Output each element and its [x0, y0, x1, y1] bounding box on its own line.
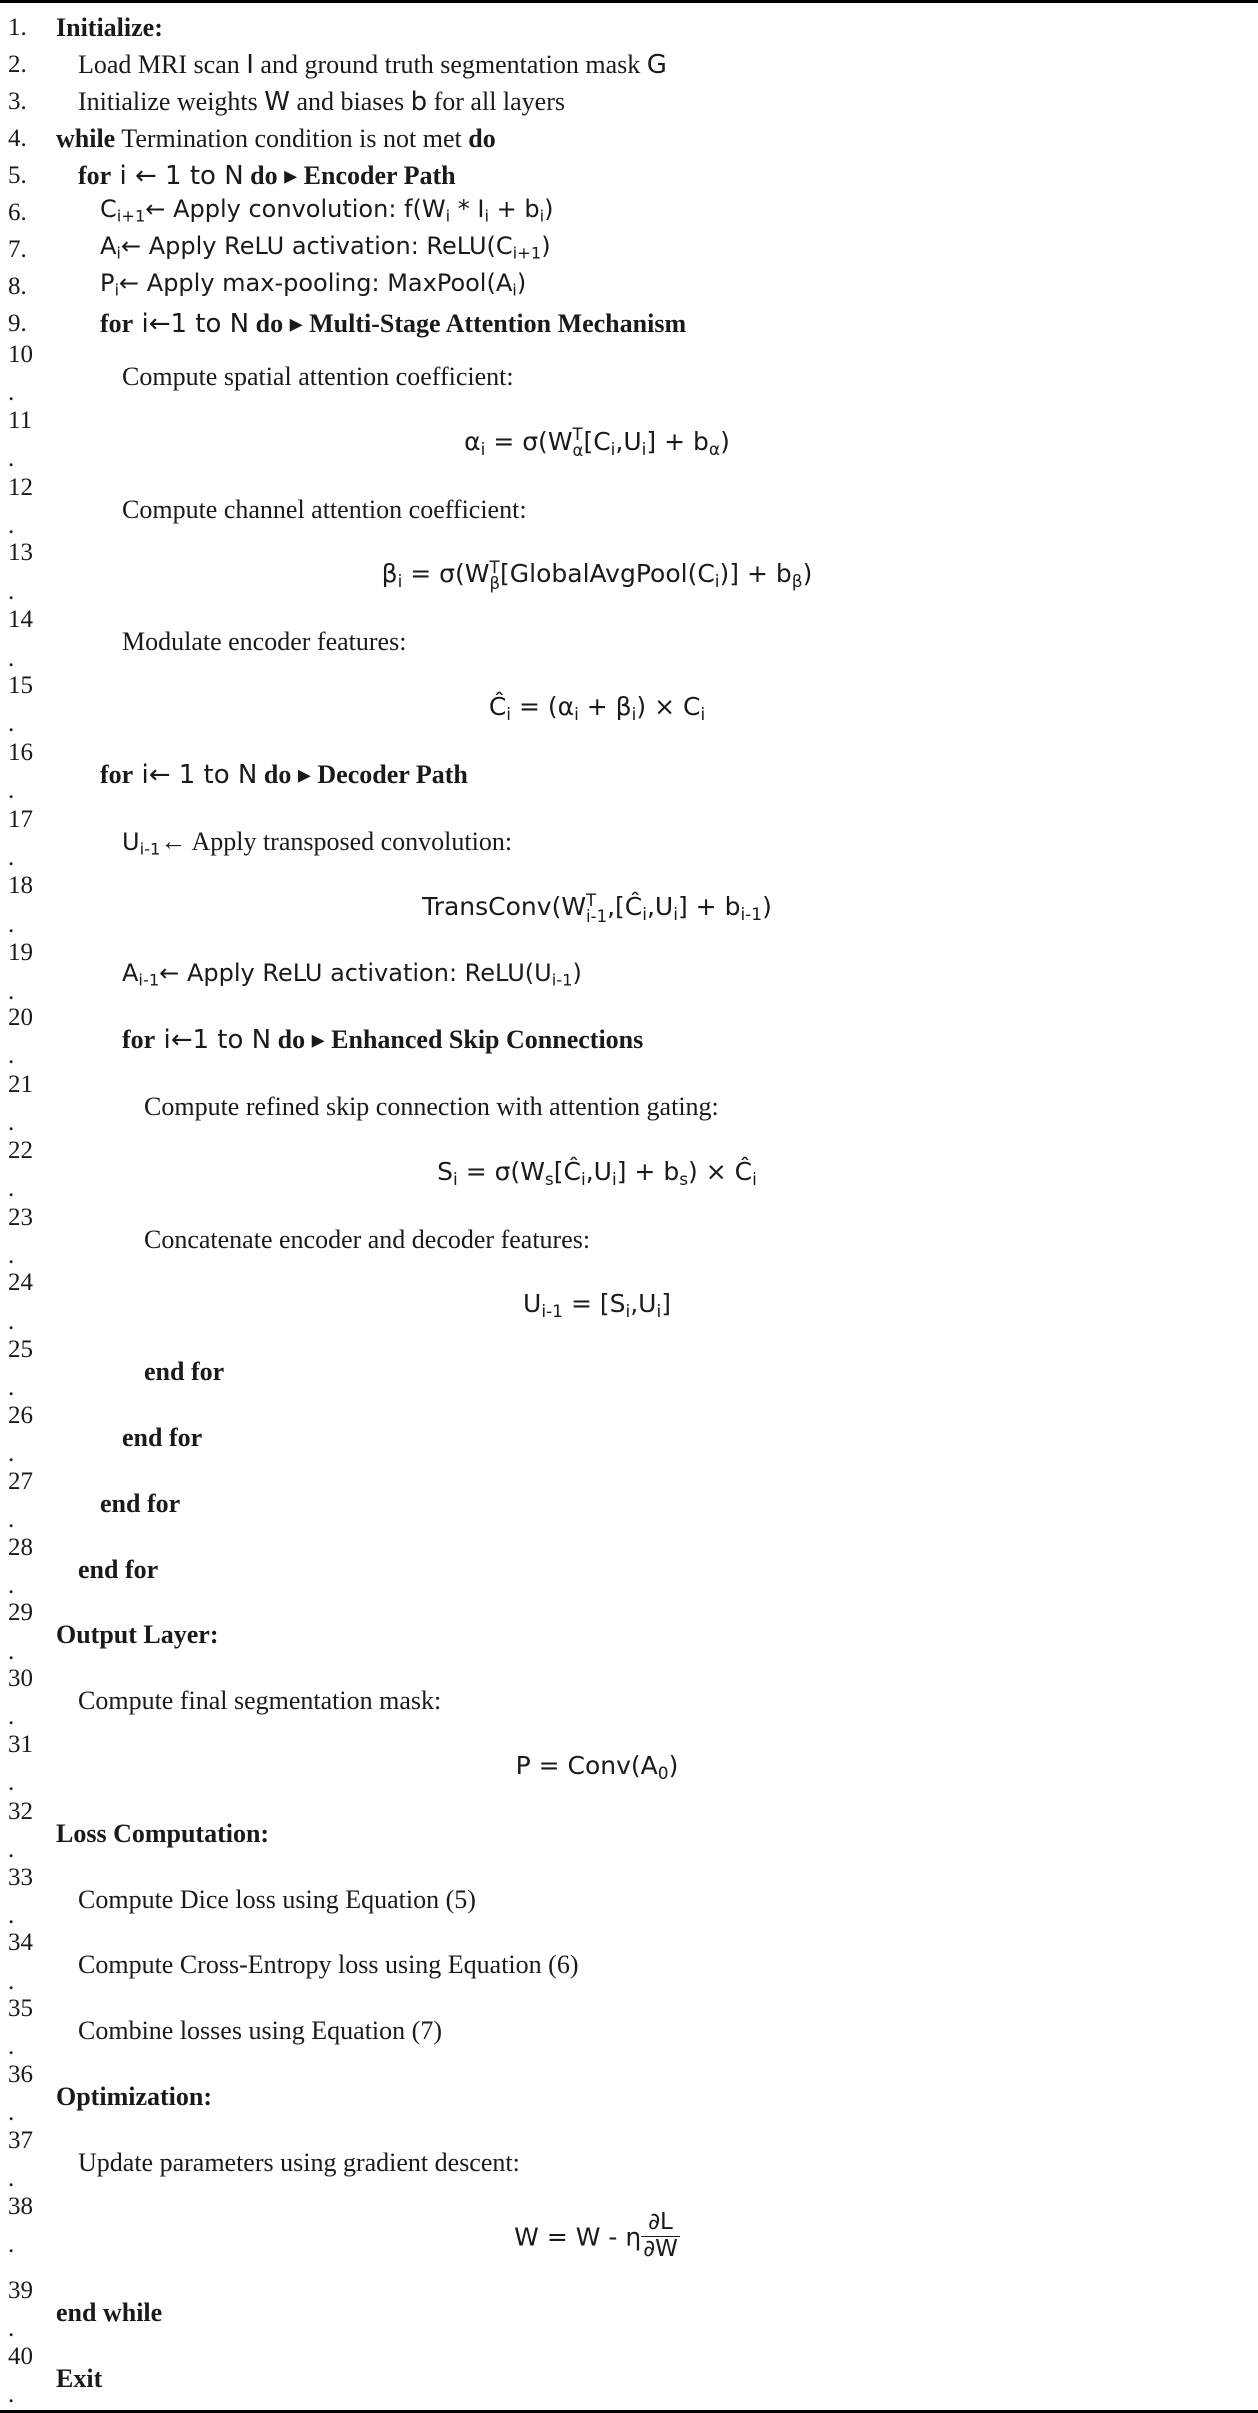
algorithm-line	[0, 1072, 1258, 1138]
algorithm-line	[0, 1865, 1258, 1931]
line-number: 28 .	[8, 1533, 33, 1599]
algorithm-line	[0, 9, 1258, 46]
line-number: 40 .	[8, 2342, 33, 2409]
equation-final-prediction: $P = Conv(A_0)$	[515, 1750, 679, 1784]
algorithm-line	[0, 1270, 1258, 1337]
line-content	[56, 9, 1258, 46]
algorithm-line	[0, 1535, 1258, 1601]
comment-encoder-path: Encoder Path	[303, 160, 456, 190]
line-number: 29 .	[8, 1599, 33, 1665]
line-number: 39 .	[8, 2277, 33, 2343]
line-number: 36 .	[8, 2060, 33, 2127]
algorithm-line	[0, 1799, 1258, 1865]
equation-concatenation: $U_{i-1} = [S_i,U_i]$	[523, 1289, 671, 1323]
line-number: 9.	[8, 309, 27, 337]
line-content	[56, 1138, 1258, 1205]
keyword-while: while	[56, 124, 116, 153]
line-number: 2.	[8, 50, 27, 78]
triangle-marker-icon: ▸	[284, 160, 298, 190]
line-content: Compute refined skip connection with attention gating:	[144, 1091, 719, 1121]
algorithm-line	[0, 873, 1258, 940]
line-content: $C_{i+1}\leftarrow$ Apply convolution: $f(W_i * I_i + b_i)$	[100, 194, 554, 226]
algorithm-line	[0, 1600, 1258, 1666]
line-number: 1.	[8, 13, 27, 41]
keyword-for: for	[100, 759, 134, 789]
line-content: Compute final segmentation mask:	[78, 1686, 442, 1716]
line-content: end for	[78, 1554, 159, 1584]
algorithm-line	[0, 2194, 1258, 2279]
algorithm-line	[0, 940, 1258, 1005]
algorithm-line	[0, 268, 1258, 305]
keyword-do: do	[250, 160, 278, 190]
line-content: Compute Cross-Entropy loss using Equation (6)	[78, 1950, 579, 1980]
line-content: $P_i\leftarrow$ Apply max-pooling: $MaxPool(A_i)$	[100, 268, 527, 300]
algorithm-line	[0, 2278, 1258, 2344]
line-number: 10 .	[8, 341, 33, 407]
line-content: Concatenate encoder and decoder features:	[144, 1224, 591, 1254]
algorithm-line	[0, 1930, 1258, 1996]
algorithm-line	[0, 2128, 1258, 2194]
algorithm-line	[0, 342, 1258, 408]
algorithm-line	[0, 231, 1258, 268]
line-content: $A_{i-1}\leftarrow$ Apply ReLU activation: $ReLU(U_{i-1})$	[122, 959, 582, 990]
line-number: 16 .	[8, 738, 33, 805]
line-content: Compute spatial attention coefficient:	[122, 362, 514, 391]
line-content: $U_{i-1}\leftarrow$ Apply transposed convolution:	[122, 826, 513, 859]
algorithm-line	[0, 1666, 1258, 1732]
line-number: 8.	[8, 272, 27, 300]
line-number: 37 .	[8, 2126, 33, 2193]
keyword-for: for	[122, 1025, 156, 1055]
line-number: 14 .	[8, 606, 33, 672]
triangle-marker-icon: ▸	[297, 759, 311, 789]
line-content: Compute Dice loss using Equation (5)	[78, 1884, 476, 1914]
line-number: 5.	[8, 161, 27, 189]
line-content	[56, 673, 1258, 740]
line-number: 33 .	[8, 1863, 33, 1929]
optimization-label: Optimization:	[56, 2081, 212, 2111]
line-number: 31 .	[8, 1730, 33, 1797]
line-number: 15 .	[8, 672, 33, 738]
triangle-marker-icon: ▸	[289, 308, 303, 338]
line-number: 18 .	[8, 872, 33, 938]
line-content: end for	[144, 1357, 225, 1387]
line-content: end for	[122, 1422, 203, 1452]
line-content	[56, 540, 1258, 607]
line-content: for i←1 to N do ▸ Multi-Stage Attention Mechanism	[100, 308, 687, 339]
keyword-do: do	[468, 124, 496, 153]
line-content	[56, 1732, 1258, 1799]
line-number: 32 .	[8, 1797, 33, 1864]
line-content: Compute channel attention coefficient:	[122, 494, 527, 524]
keyword-for: for	[78, 160, 112, 190]
algorithm-line	[0, 305, 1258, 342]
loss-computation-label: Loss Computation:	[56, 1818, 270, 1848]
algorithm-line	[0, 46, 1258, 83]
line-content: while Termination condition is not met do	[56, 124, 496, 153]
algorithm-line	[0, 2062, 1258, 2128]
output-layer-label: Output Layer:	[56, 1620, 219, 1650]
algorithm-line	[0, 740, 1258, 807]
line-content: for i ← 1 to N do ▸ Encoder Path	[78, 160, 456, 191]
line-number: 17 .	[8, 805, 33, 871]
keyword-for: for	[100, 308, 134, 338]
line-content	[56, 2194, 1258, 2279]
line-number: 27 .	[8, 1467, 33, 1534]
equation-spatial-attention: $\alpha_i = \sigma(W$ T α $[C_i,U_i] + b_\alpha$)	[464, 424, 730, 461]
algorithm-line	[0, 2344, 1258, 2410]
algorithm-line	[0, 475, 1258, 541]
line-number: 12 .	[8, 473, 33, 539]
keyword-do: do	[263, 759, 292, 789]
line-number: 34 .	[8, 1929, 33, 1995]
algorithm-line	[0, 120, 1258, 157]
line-number: 35 .	[8, 1995, 33, 2061]
algorithm-line	[0, 607, 1258, 673]
line-number: 22 .	[8, 1136, 33, 1202]
exit-label: Exit	[56, 2363, 103, 2393]
line-number: 4.	[8, 124, 27, 152]
line-content	[56, 408, 1258, 475]
keyword-do: do	[277, 1025, 306, 1055]
algorithm-line	[0, 157, 1258, 194]
line-number: 11 .	[8, 406, 33, 473]
algorithm-line	[0, 1732, 1258, 1799]
line-content: $A_i\leftarrow$ Apply ReLU activation: $ReLU(C_{i+1})$	[100, 231, 551, 263]
line-number: 24 .	[8, 1269, 33, 1335]
line-content: for i← 1 to N do ▸ Decoder Path	[100, 759, 468, 790]
line-number: 26 .	[8, 1401, 33, 1468]
algorithm-line	[0, 1005, 1258, 1072]
algorithm-line	[0, 1403, 1258, 1469]
comment-skip-connections: Enhanced Skip Connections	[331, 1025, 644, 1055]
line-number: 23 .	[8, 1203, 33, 1269]
line-content: end for	[100, 1488, 181, 1518]
algorithm-line	[0, 1138, 1258, 1205]
line-content: end while	[56, 2298, 163, 2328]
algorithm-line	[0, 1469, 1258, 1535]
line-number: 19 .	[8, 939, 33, 1005]
line-content: Initialize weights W and biases b for all layers	[78, 86, 565, 117]
algorithm-line	[0, 673, 1258, 740]
algorithm-line	[0, 540, 1258, 607]
line-content: for i←1 to N do ▸ Enhanced Skip Connections	[122, 1025, 644, 1056]
equation-modulated-features: $Ĉ_i = (\alpha_i + \beta_i) \times C_i$	[488, 692, 706, 725]
comment-decoder-path: Decoder Path	[317, 759, 468, 789]
comment-attention: Multi-Stage Attention Mechanism	[309, 308, 687, 338]
initialize-label: Initialize:	[56, 13, 163, 42]
triangle-marker-icon: ▸	[311, 1025, 325, 1055]
algorithm-line	[0, 408, 1258, 475]
line-content	[56, 873, 1258, 940]
line-number: 6.	[8, 198, 27, 226]
algorithm-line	[0, 1205, 1258, 1271]
line-number: 3.	[8, 87, 27, 115]
line-content: Update parameters using gradient descent:	[78, 2147, 520, 2177]
equation-gradient-descent: W = W - η $\frac{\partial L}{\partial W}$	[514, 2209, 678, 2263]
line-number: 38 .	[8, 2192, 33, 2258]
line-number: 7.	[8, 235, 27, 263]
line-number: 25 .	[8, 1336, 33, 1402]
equation-skip-gating: $S_i$ = $\sigma(W_s[Ĉ_i,U_i] + b_s)$ × $Ĉ_i$	[437, 1156, 757, 1190]
line-content	[56, 1270, 1258, 1337]
line-number: 21 .	[8, 1070, 33, 1137]
line-number: 20 .	[8, 1004, 33, 1070]
equation-channel-attention: $\beta_i = \sigma(W$ T β $[GlobalAvgPool(C_i)] + b_\beta$)	[381, 557, 813, 594]
line-content: Modulate encoder features:	[122, 627, 407, 657]
keyword-do: do	[255, 308, 284, 338]
algorithm-line	[0, 807, 1258, 874]
line-content: Load MRI scan I and ground truth segmentation mask G	[78, 49, 667, 80]
algorithm-line	[0, 1337, 1258, 1403]
line-content: Combine losses using Equation (7)	[78, 2016, 442, 2046]
line-number: 30 .	[8, 1665, 33, 1731]
equation-transposed-conv: TransConv(W T i-1 $,[Ĉ_i,U_i] + b_{i-1}$)	[422, 890, 772, 927]
line-number: 13 .	[8, 539, 33, 605]
algorithm-line	[0, 194, 1258, 231]
algorithm-line	[0, 1996, 1258, 2062]
algorithm-line	[0, 83, 1258, 120]
